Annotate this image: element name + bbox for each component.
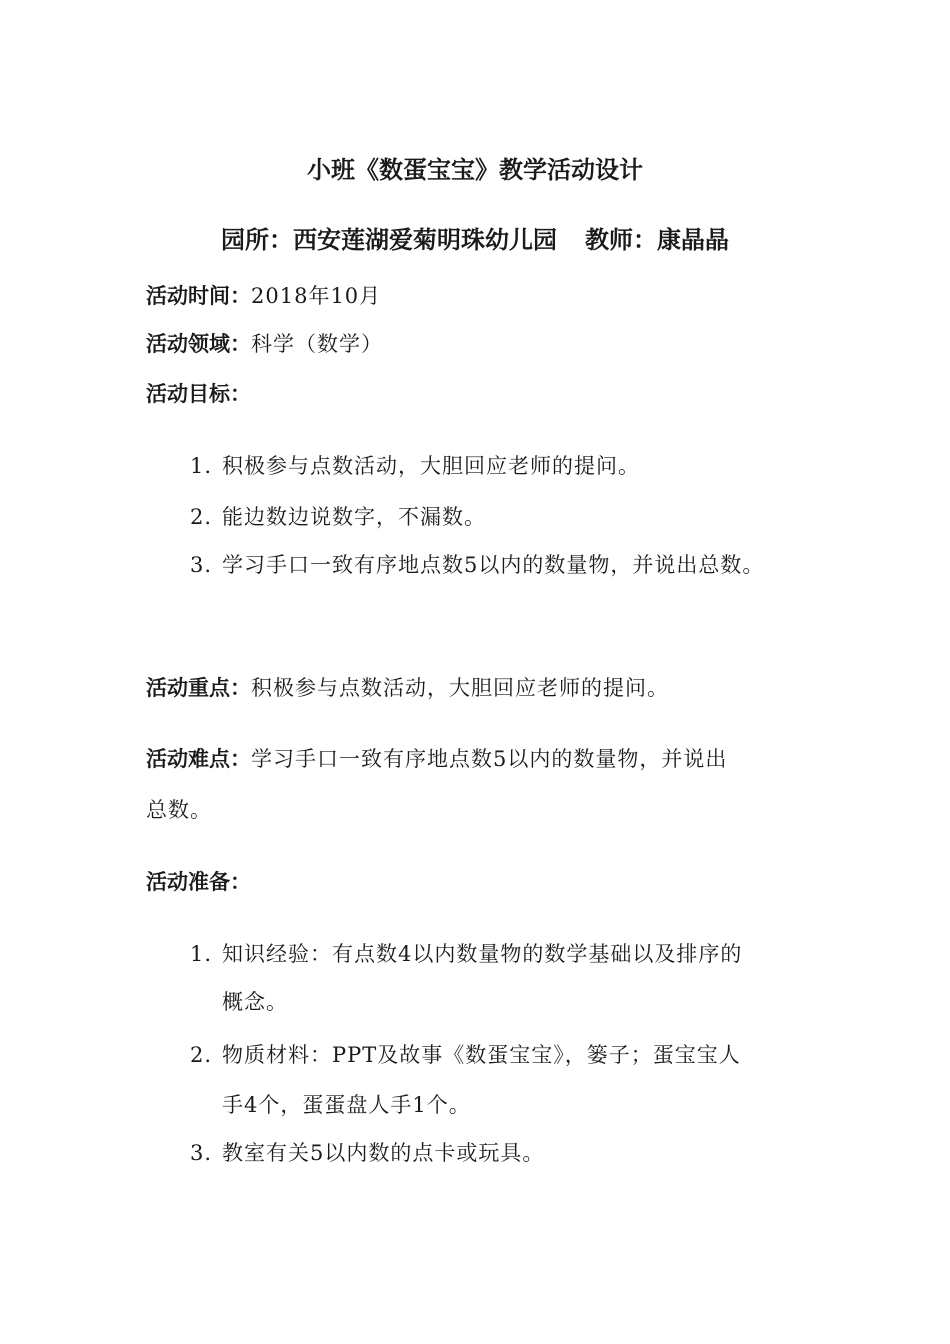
prep-text: 教室有关5以内数的点卡或玩具。 [222, 1141, 545, 1165]
activity-key-label: 活动重点： [146, 676, 251, 700]
activity-domain-label: 活动领域： [146, 332, 251, 356]
activity-prep-heading [146, 867, 251, 897]
goal-text: 学习手口一致有序地点数5以内的数量物，并说出总数。 [222, 553, 765, 577]
prep-number: 2. [190, 1043, 213, 1067]
activity-goals-label: 活动目标： [146, 382, 251, 406]
school-teacher-line [0, 220, 950, 260]
activity-difficulty-label: 活动难点： [146, 747, 251, 771]
activity-difficulty-continuation: 总数。 [146, 798, 212, 822]
prep-number: 1. [190, 942, 213, 966]
goal-item-2 [190, 502, 486, 532]
goal-number: 2. [190, 505, 213, 529]
activity-time-value: 2018年10月 [251, 284, 382, 308]
teacher-label: 教师： [585, 226, 657, 254]
prep-text: 物质材料：PPT及故事《数蛋宝宝》，篓子；蛋宝宝人 [222, 1043, 741, 1067]
goal-item-1 [190, 451, 640, 481]
goal-number: 3. [190, 553, 213, 577]
prep-number: 3. [190, 1141, 213, 1165]
activity-domain-value: 科学（数学） [251, 332, 383, 356]
activity-difficulty-line [146, 744, 727, 774]
prep-item-1 [190, 939, 742, 969]
activity-goals-heading [146, 379, 251, 409]
school-name: 西安莲湖爱菊明珠幼儿园 [293, 226, 557, 254]
prep-item-1-continuation: 概念。 [222, 990, 288, 1014]
goal-item-3 [190, 550, 764, 580]
prep-item-2-continuation: 手4个，蛋蛋盘人手1个。 [222, 1093, 471, 1117]
teacher-name: 康晶晶 [657, 226, 729, 254]
activity-domain-line [146, 329, 383, 359]
goal-number: 1. [190, 454, 213, 478]
activity-key-value: 积极参与点数活动，大胆回应老师的提问。 [251, 676, 669, 700]
document-title: 小班《数蛋宝宝》教学活动设计 [307, 156, 643, 184]
prep-item-3 [190, 1138, 544, 1168]
goal-text: 能边数边说数字，不漏数。 [222, 505, 486, 529]
activity-time-line [146, 281, 381, 311]
activity-prep-label: 活动准备： [146, 870, 251, 894]
activity-key-line [146, 673, 669, 703]
goal-text: 积极参与点数活动，大胆回应老师的提问。 [222, 454, 640, 478]
prep-item-2 [190, 1040, 741, 1070]
activity-difficulty-value: 学习手口一致有序地点数5以内的数量物，并说出 [251, 747, 728, 771]
school-label: 园所： [221, 226, 293, 254]
activity-time-label: 活动时间： [146, 284, 251, 308]
prep-text: 知识经验：有点数4以内数量物的数学基础以及排序的 [222, 942, 743, 966]
